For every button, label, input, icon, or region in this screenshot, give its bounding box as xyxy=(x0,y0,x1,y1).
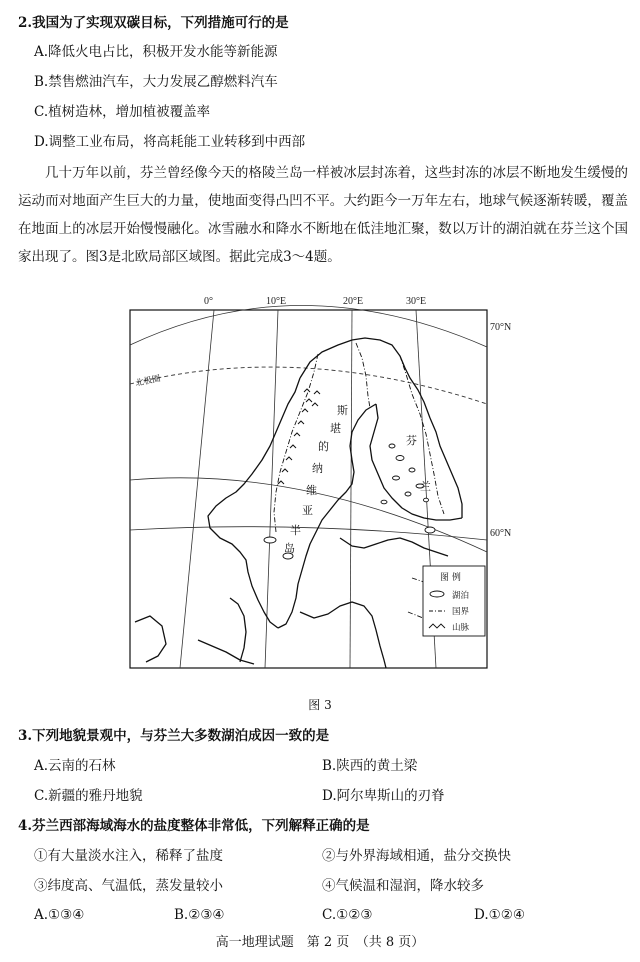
finland-label-1: 芬 xyxy=(406,434,417,447)
peninsula-label-6: 亚 xyxy=(302,504,313,517)
peninsula-label-3: 的 xyxy=(318,440,329,453)
peninsula-label-5: 维 xyxy=(306,484,317,497)
legend-lake-symbol xyxy=(430,591,444,597)
q4-option-d: D.①②④ xyxy=(474,907,525,923)
finland-label-2: 兰 xyxy=(420,480,431,493)
q4-stem: 4.芬兰西部海域海水的盐度整体非常低，下列解释正确的是 xyxy=(18,818,370,834)
legend-mountain-label: 山脉 xyxy=(452,623,470,633)
lon-label-20e: 20°E xyxy=(343,296,364,307)
q3-option-d: D.阿尔卑斯山的刃脊 xyxy=(322,788,445,804)
lon-label-10e: 10°E xyxy=(266,296,287,307)
q3-option-b: B.陕西的黄土梁 xyxy=(322,758,418,774)
lon-label-30e: 30°E xyxy=(406,296,427,307)
page-footer: 高一地理试题 第 2 页 （共 8 页） xyxy=(215,935,425,950)
q3-option-c: C.新疆的雅丹地貌 xyxy=(34,788,143,804)
lon-label-0: 0° xyxy=(204,296,213,307)
peninsula-label-7: 半 xyxy=(290,524,301,537)
q2-option-c: C.植树造林，增加植被覆盖率 xyxy=(34,104,211,120)
q4-option-b: B.②③④ xyxy=(174,907,225,923)
q2-option-a: A.降低火电占比，积极开发水能等新能源 xyxy=(34,44,278,60)
q2-stem: 2.我国为了实现双碳目标，下列措施可行的是 xyxy=(18,15,289,31)
q4-statement-3: ③纬度高、气温低，蒸发量较小 xyxy=(34,878,223,894)
q3-option-a: A.云南的石林 xyxy=(34,758,116,774)
peninsula-label-1: 斯 xyxy=(337,404,348,417)
peninsula-label-8: 岛 xyxy=(284,542,295,555)
q4-option-a: A.①③④ xyxy=(34,907,85,923)
arctic-circle-label: 北极圈 xyxy=(134,372,162,388)
q3-stem: 3.下列地貌景观中，与芬兰大多数湖泊成因一致的是 xyxy=(18,728,330,744)
peninsula-label-4: 纳 xyxy=(312,462,323,475)
q4-statement-4: ④气候温和湿润，降水较多 xyxy=(322,878,484,894)
q2-option-b: B.禁售燃油汽车，大力发展乙醇燃料汽车 xyxy=(34,74,278,90)
legend-border-label: 国界 xyxy=(452,607,470,617)
lat-label-60n: 60°N xyxy=(490,528,512,539)
peninsula-label-2: 堪 xyxy=(330,422,341,435)
legend-title: 图 例 xyxy=(440,573,461,583)
legend-lake-label: 湖泊 xyxy=(452,591,470,601)
map-legend xyxy=(423,566,485,636)
reading-passage: 几十万年以前，芬兰曾经像今天的格陵兰岛一样被冰层封冻着，这些封冻的冰层不断地发生缓慢的运动而对地面产生巨大的力量，使地面变得凸凹不平。大约距今一万年左右，地球气候逐渐转暖，覆盖在地面上的冰层开始慢慢融化。冰雪融水和降水不断地在低洼地汇聚，数以万计的湖泊就在芬兰这个国家出现了。图3是北欧局部区域图。据此完成3～4题。 xyxy=(18,165,628,265)
q2-option-d: D.调整工业布局，将高耗能工业转移到中西部 xyxy=(34,134,306,150)
lat-label-70n: 70°N xyxy=(490,322,512,333)
q4-statement-2: ②与外界海域相通，盐分交换快 xyxy=(322,848,511,864)
figure-caption: 图 3 xyxy=(308,698,332,712)
q4-option-c: C.①②③ xyxy=(322,907,373,923)
arctic-circle-line xyxy=(130,367,487,404)
q4-statement-1: ①有大量淡水注入，稀释了盐度 xyxy=(34,848,223,864)
